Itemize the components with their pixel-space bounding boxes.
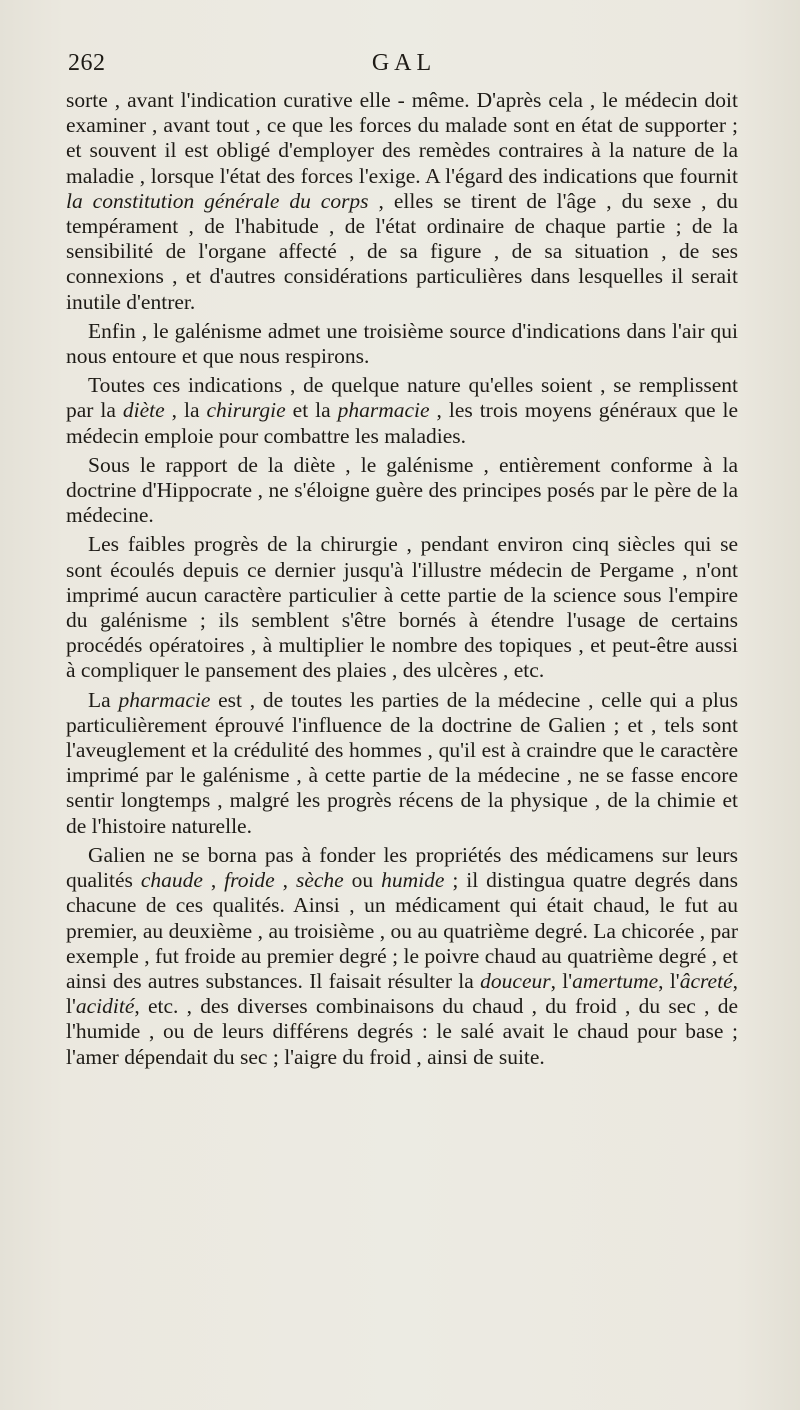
text-run: , etc. , des diverses combinaisons du chaud , du froid , du sec , de l'humide , ou de leurs différens degrés : le salé avait le chaud pour base ; l'amer dépendait du sec ; l'aigre du froid , ainsi de suite. (66, 994, 738, 1069)
italic-text: douceur (480, 968, 551, 993)
italic-text: pharmacie (118, 687, 211, 712)
text-run: Enfin , le galénisme admet une troisième source d'indications dans l'air qui nous entoure et que nous respirons. (66, 318, 738, 369)
italic-text: âcreté (679, 968, 733, 993)
text-run: ou (343, 868, 382, 893)
text-run: , (202, 868, 225, 893)
body-text (66, 88, 738, 1070)
italic-text: la constitution générale du corps (66, 188, 369, 213)
text-run: et la (285, 398, 338, 423)
italic-text: chaude (140, 868, 203, 893)
italic-text: acidité (75, 994, 135, 1019)
text-run: sorte , avant l'indication curative elle - même. D'après cela , le médecin doit examiner , avant tout , ce que les forces du malade sont en état de supporter ; et souvent il est obligé d'employer des remèdes contraires à la nature de la maladie , lorsque l'état des forces l'exige. A l'égard des indications que fournit (66, 88, 738, 188)
italic-text: amertume (572, 968, 659, 993)
text-run: , (274, 868, 296, 893)
text-run: , la (164, 398, 207, 423)
text-run: ; il distingua quatre degrés dans chacune de ces qualités. Ainsi , un médicament qui était chaud, le fut au premier, au deuxième , au troisième , ou au quatrième degré. La chicorée , par exemple , fut froide au premier degré ; le poivre chaud au quatrième degré , et ainsi des autres substances. Il faisait résulter la (66, 868, 738, 993)
paragraph (66, 373, 738, 449)
italic-text: froide (224, 868, 275, 893)
page-number: 262 (68, 50, 106, 76)
text-run: Galien ne se borna pas à fonder les propriétés des médicamens sur leurs qualités (66, 842, 738, 893)
text-run: La (88, 687, 119, 712)
paragraph (66, 532, 738, 683)
text-run: , elles se tirent de l'âge , du sexe , du tempérament , de l'habitude , de l'état ordinaire de chaque partie ; de la sensibilité de l'organe affecté , de sa figure , de sa situation , de ses connexions , et d'autres considérations particulières dans lesquelles il serait inutile d'entrer. (66, 188, 739, 314)
paragraph (66, 88, 738, 315)
paragraph (66, 843, 738, 1070)
italic-text: humide (381, 868, 445, 893)
running-head: GAL (371, 50, 437, 76)
text-run: Les faibles progrès de la chirurgie , pendant environ cinq siècles qui se sont écoulés depuis ce dernier jusqu'à l'illustre médecin de Pergame , n'ont imprimé aucun caractère particulier à cette partie de la science sous l'empire du galénisme ; ils semblent s'être bornés à étendre l'usage de certains procédés opératoires , à multiplier le nombre des topiques , et peut-être aussi à compliquer le pansement des plaies , des ulcères , etc. (66, 532, 738, 683)
text-run: Sous le rapport de la diète , le galénisme , entièrement conforme à la doctrine d'Hippocrate , ne s'éloigne guère des principes posés par le père de la médecine. (66, 452, 738, 528)
text-run: , l' (658, 968, 680, 993)
text-run: , l' (66, 968, 738, 1019)
paragraph (66, 453, 738, 529)
paragraph (66, 688, 738, 839)
italic-text: sèche (295, 868, 344, 893)
italic-text: chirurgie (206, 398, 286, 423)
page-header (68, 50, 740, 82)
italic-text: diète (122, 398, 165, 423)
text-run: , l' (550, 968, 573, 993)
text-run: Toutes ces indications , de quelque nature qu'elles soient , se remplissent par la (66, 373, 738, 423)
text-run: , les trois moyens généraux que le médecin emploie pour combattre les maladies. (66, 398, 738, 448)
text-run: est , de toutes les parties de la médecine , celle qui a plus particulièrement éprouvé l'influence de la doctrine de Galien ; et , tels sont l'aveuglement et la crédulité des hommes , qu'il est à craindre que le caractère imprimé par le galénisme , à cette partie de la médecine , ne se fasse encore sentir longtemps , malgré les progrès récens de la physique , de la chimie et de l'histoire naturelle. (66, 687, 738, 838)
italic-text: pharmacie (337, 398, 430, 423)
paragraph (66, 319, 738, 369)
